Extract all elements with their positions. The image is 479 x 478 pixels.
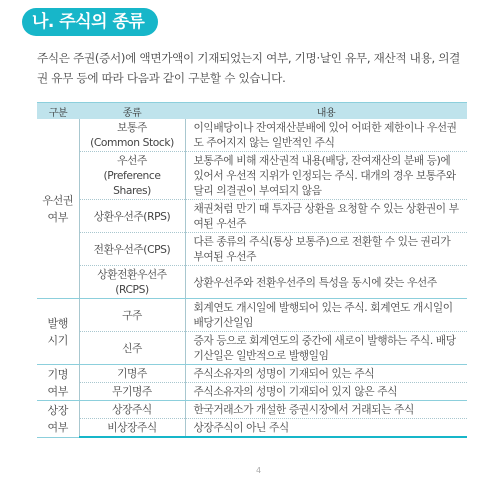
stock-description: 주식소유자의 성명이 기재되어 있지 않은 주식 — [185, 383, 467, 401]
table-row — [37, 299, 467, 332]
table-row — [37, 152, 467, 200]
section-title: 나. 주식의 종류 — [22, 8, 158, 36]
table-row — [37, 383, 467, 401]
stock-types-table — [37, 102, 467, 438]
stock-kind: 무기명주 — [79, 383, 185, 401]
stock-description: 보통주에 비해 재산권적 내용(배당, 잔여재산의 분배 등)에 있어서 우선적 지위가 인정되는 주식. 대개의 경우 보통주와 달리 의결권이 부여되지 않음 — [185, 152, 467, 200]
intro-paragraph: 주식은 주권(증서)에 액면가액이 기재되었는지 여부, 기명·날인 유무, 재산적 내용, 의결권 유무 등에 따라 다음과 같이 구분할 수 있습니다. — [37, 51, 461, 85]
stock-description: 한국거래소가 개설한 증권시장에서 거래되는 주식 — [185, 401, 467, 419]
stock-kind: 상환우선주(RPS) — [79, 200, 185, 233]
table-row — [37, 401, 467, 419]
table-header-row — [37, 103, 467, 120]
header-kind: 종류 — [79, 103, 185, 120]
table-body — [37, 119, 467, 437]
stock-description: 채권처럼 만기 때 투자금 상환을 요청할 수 있는 상환권이 부여된 우선주 — [185, 200, 467, 233]
stock-kind: 보통주 (Common Stock) — [79, 119, 185, 152]
stock-description: 증자 등으로 회계연도의 중간에 새로이 발행하는 주식. 배당 기산일은 일반적으로 발행일임 — [185, 332, 467, 365]
table-row — [37, 200, 467, 233]
stock-description: 다른 종류의 주식(통상 보통주)으로 전환할 수 있는 권리가 부여된 우선주 — [185, 233, 467, 266]
stock-kind: 전환우선주(CPS) — [79, 233, 185, 266]
header-group: 구분 — [37, 103, 79, 120]
table-row — [37, 419, 467, 438]
stock-kind: 상장주식 — [79, 401, 185, 419]
stock-kind: 우선주 (Preference Shares) — [79, 152, 185, 200]
group-label: 우선권 여부 — [37, 119, 79, 299]
table-row — [37, 119, 467, 152]
stock-kind: 기명주 — [79, 365, 185, 383]
stock-description: 상환우선주와 전환우선주의 특성을 동시에 갖는 우선주 — [185, 266, 467, 299]
group-label: 상장 여부 — [37, 401, 79, 438]
stock-description: 상장주식이 아닌 주식 — [185, 419, 467, 438]
stock-description: 이익배당이나 잔여재산분배에 있어 어떠한 제한이나 우선권도 주어지지 않는 일반적인 주식 — [185, 119, 467, 152]
stock-kind: 상환전환우선주 (RCPS) — [79, 266, 185, 299]
table-row — [37, 266, 467, 299]
table-row — [37, 332, 467, 365]
table-row — [37, 365, 467, 383]
stock-kind: 비상장주식 — [79, 419, 185, 438]
stock-kind: 구주 — [79, 299, 185, 332]
stock-description: 회계연도 개시일에 발행되어 있는 주식. 회계연도 개시일이 배당기산일임 — [185, 299, 467, 332]
stock-description: 주식소유자의 성명이 기재되어 있는 주식 — [185, 365, 467, 383]
stock-kind: 신주 — [79, 332, 185, 365]
group-label: 발행 시기 — [37, 299, 79, 365]
group-label: 기명 여부 — [37, 365, 79, 401]
table-row — [37, 233, 467, 266]
page-mark: 4 — [256, 466, 262, 475]
header-desc: 내용 — [185, 103, 467, 120]
